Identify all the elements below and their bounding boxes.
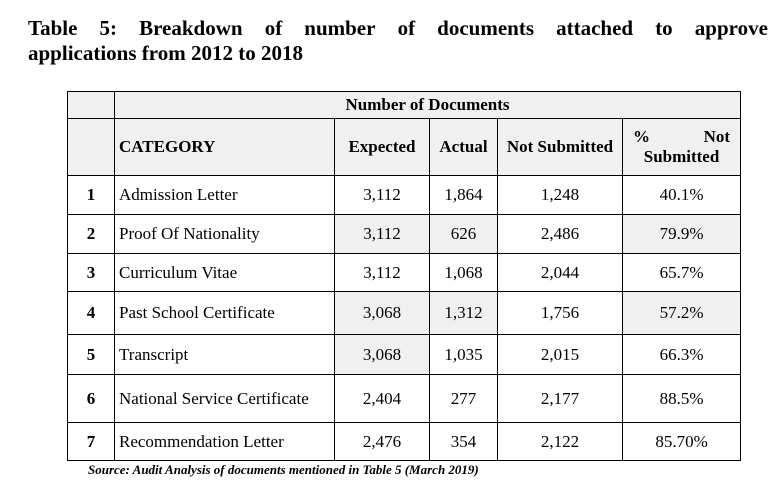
- row-category: Admission Letter: [115, 176, 335, 215]
- row-number: 1: [68, 176, 115, 215]
- group-header-row: [68, 92, 741, 119]
- row-number: 7: [68, 423, 115, 461]
- table-row: [68, 215, 741, 254]
- caption-word: Breakdown: [139, 16, 243, 40]
- caption-line-2: applications from 2012 to 2018: [28, 41, 303, 65]
- row-actual: 626: [430, 215, 498, 254]
- row-category: Curriculum Vitae: [115, 254, 335, 292]
- table-row: [68, 375, 741, 423]
- pct-header-line: [627, 127, 736, 147]
- caption-word: of: [264, 16, 283, 40]
- row-actual: 1,035: [430, 335, 498, 375]
- source-note: Source: Audit Analysis of documents mentioned in Table 5 (March 2019): [88, 462, 479, 477]
- row-expected: 3,112: [335, 215, 430, 254]
- header-category: CATEGORY: [115, 119, 335, 176]
- row-pct: 66.3%: [623, 335, 741, 375]
- row-number: 6: [68, 375, 115, 423]
- header-actual: Actual: [430, 119, 498, 176]
- row-not-submitted: 2,177: [498, 375, 623, 423]
- header-blank: [68, 92, 115, 119]
- row-category: Proof Of Nationality: [115, 215, 335, 254]
- group-header: Number of Documents: [115, 92, 741, 119]
- row-actual: 1,864: [430, 176, 498, 215]
- row-expected: 3,068: [335, 335, 430, 375]
- row-actual: 1,312: [430, 292, 498, 335]
- row-pct: 85.70%: [623, 423, 741, 461]
- row-not-submitted: 2,015: [498, 335, 623, 375]
- caption-word: attached: [556, 16, 634, 40]
- table-row: [68, 254, 741, 292]
- header-not-submitted: Not Submitted: [498, 119, 623, 176]
- row-category: Transcript: [115, 335, 335, 375]
- header-pct-not-submitted: [623, 119, 741, 176]
- row-not-submitted: 1,248: [498, 176, 623, 215]
- row-category: National Service Certificate: [115, 375, 335, 423]
- row-number: 4: [68, 292, 115, 335]
- caption-word: to: [655, 16, 673, 40]
- row-not-submitted: 2,486: [498, 215, 623, 254]
- row-expected: 3,068: [335, 292, 430, 335]
- pct-submitted: Submitted: [643, 147, 720, 166]
- row-not-submitted: 2,122: [498, 423, 623, 461]
- header-blank: [68, 119, 115, 176]
- row-not-submitted: 2,044: [498, 254, 623, 292]
- pct-symbol: %: [633, 127, 650, 146]
- row-actual: 354: [430, 423, 498, 461]
- table-row: [68, 335, 741, 375]
- row-pct: 88.5%: [623, 375, 741, 423]
- column-header-row: [68, 119, 741, 176]
- row-expected: 3,112: [335, 176, 430, 215]
- caption-word: of: [397, 16, 416, 40]
- row-pct: 79.9%: [623, 215, 741, 254]
- table-row: [68, 292, 741, 335]
- row-pct: 40.1%: [623, 176, 741, 215]
- caption-line-1: [28, 16, 768, 41]
- row-number: 2: [68, 215, 115, 254]
- row-actual: 277: [430, 375, 498, 423]
- row-number: 3: [68, 254, 115, 292]
- row-category: Past School Certificate: [115, 292, 335, 335]
- caption-word: approve: [694, 16, 768, 40]
- row-category: Recommendation Letter: [115, 423, 335, 461]
- row-expected: 2,476: [335, 423, 430, 461]
- row-number: 5: [68, 335, 115, 375]
- row-pct: 57.2%: [623, 292, 741, 335]
- documents-table: [67, 91, 741, 461]
- row-pct: 65.7%: [623, 254, 741, 292]
- caption-word: Table: [28, 16, 78, 40]
- pct-not: Not: [703, 127, 731, 146]
- caption-word: 5:: [99, 16, 118, 40]
- row-expected: 2,404: [335, 375, 430, 423]
- row-not-submitted: 1,756: [498, 292, 623, 335]
- row-expected: 3,112: [335, 254, 430, 292]
- table-row: [68, 176, 741, 215]
- caption-word: documents: [437, 16, 534, 40]
- table-caption: [28, 16, 768, 66]
- table-row: [68, 423, 741, 461]
- header-expected: Expected: [335, 119, 430, 176]
- row-actual: 1,068: [430, 254, 498, 292]
- caption-word: number: [304, 16, 376, 40]
